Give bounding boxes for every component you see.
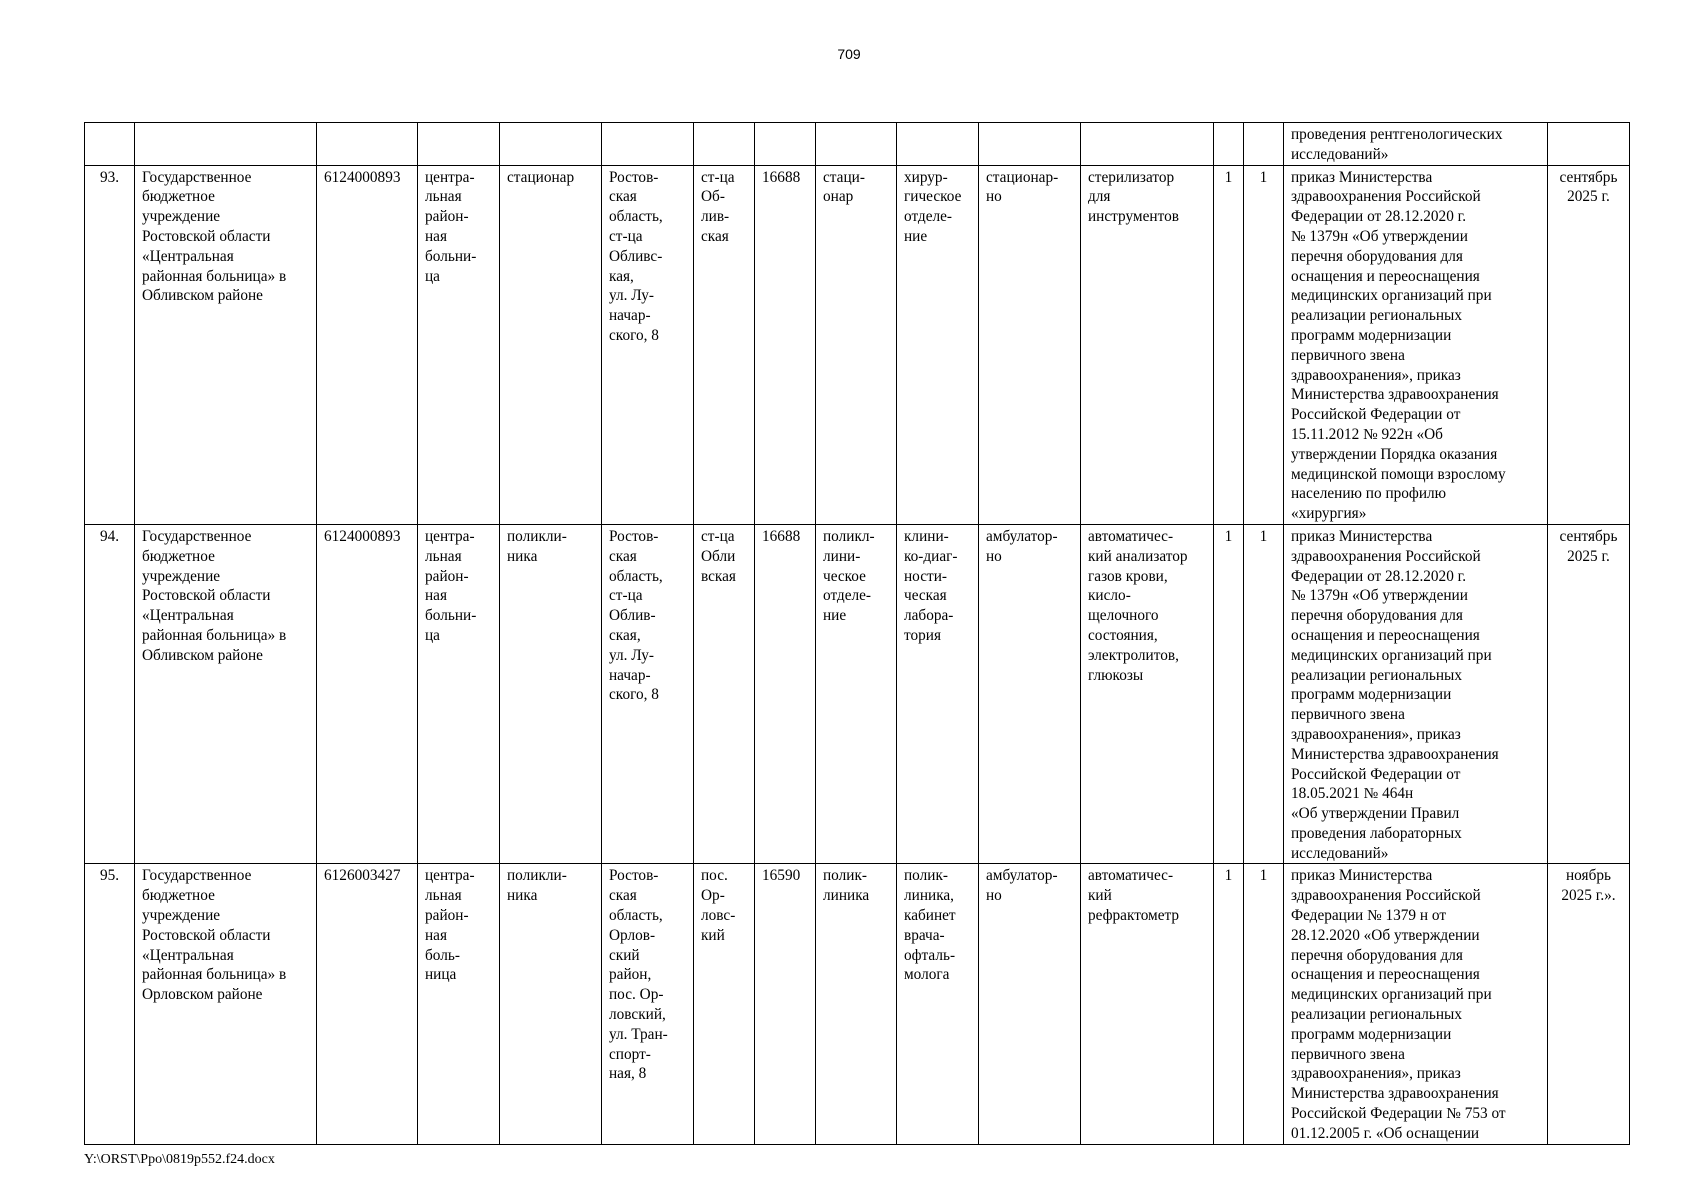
equipment-table [84, 122, 1630, 1145]
cell-locality: ст-ца Обли вская [694, 524, 755, 864]
cell-address [602, 123, 694, 166]
cell-org-type [418, 123, 500, 166]
cell-qty1: 1 [1214, 165, 1244, 524]
cell-equipment: автоматичес- кий рефрактометр [1081, 864, 1214, 1144]
cell-org-type: центра- льная район- ная боль- ница [418, 864, 500, 1144]
footer-file-path: Y:\ORST\Ppo\0819p552.f24.docx [84, 1152, 275, 1167]
cell-division: стаци- онар [816, 165, 897, 524]
cell-locality: пос. Ор- ловс- кий [694, 864, 755, 1144]
cell-division: поликл- лини- ческое отделе- ние [816, 524, 897, 864]
cell-institution: Государственное бюджетное учреждение Ростовской области «Центральная районная больница» в Орловском районе [135, 864, 317, 1144]
cell-date [1548, 123, 1630, 166]
cell-address: Ростов- ская область, ст-ца Облив- ская, ул. Лу- начар- ского, 8 [602, 524, 694, 864]
cell-document: приказ Министерства здравоохранения Российской Федерации от 28.12.2020 г. № 1379н «Об утверждении перечня оборудования для оснащения и переоснащения медицинских организаций при реализации региональных программ модернизации первичного звена здравоохранения», приказ Министерства здравоохранения Российской Федерации от 18.05.2021 № 464н «Об утверждении Правил проведения лабораторных исследований» [1284, 524, 1548, 864]
cell-org-type: центра- льная район- ная больни- ца [418, 524, 500, 864]
cell-qty2: 1 [1244, 524, 1284, 864]
cell-qty1: 1 [1214, 864, 1244, 1144]
cell-equipment: стерилизатор для инструментов [1081, 165, 1214, 524]
cell-division: полик- линика [816, 864, 897, 1144]
cell-mode: стационар- но [979, 165, 1081, 524]
cell-code [755, 123, 816, 166]
cell-inn: 6126003427 [317, 864, 418, 1144]
table-row [85, 864, 1630, 1144]
cell-document: приказ Министерства здравоохранения Российской Федерации от 28.12.2020 г. № 1379н «Об утверждении перечня оборудования для оснащения и переоснащения медицинских организаций при реализации региональных программ модернизации первичного звена здравоохранения», приказ Министерства здравоохранения Российской Федерации от 15.11.2012 № 922н «Об утверждении Порядка оказания медицинской помощи взрослому населению по профилю «хирургия» [1284, 165, 1548, 524]
cell-locality: ст-ца Об- лив- ская [694, 165, 755, 524]
cell-date: сентябрь 2025 г. [1548, 524, 1630, 864]
cell-code: 16590 [755, 864, 816, 1144]
cell-unit-type [500, 123, 602, 166]
cell-num: 94. [85, 524, 135, 864]
continuation-row [85, 123, 1630, 166]
cell-inn: 6124000893 [317, 165, 418, 524]
cell-equipment: автоматичес- кий анализатор газов крови, кисло- щелочного состояния, электролитов, глюкозы [1081, 524, 1214, 864]
cell-department: клини- ко-диаг- ности- ческая лабора- тория [897, 524, 979, 864]
cell-unit-type: стационар [500, 165, 602, 524]
cell-institution: Государственное бюджетное учреждение Ростовской области «Центральная районная больница» в Обливском районе [135, 165, 317, 524]
cell-locality [694, 123, 755, 166]
cell-document: проведения рентгенологических исследований» [1284, 123, 1548, 166]
cell-qty1: 1 [1214, 524, 1244, 864]
cell-division [816, 123, 897, 166]
cell-date: сентябрь 2025 г. [1548, 165, 1630, 524]
cell-inn [317, 123, 418, 166]
cell-address: Ростов- ская область, Орлов- ский район, пос. Ор- ловский, ул. Тран- спорт- ная, 8 [602, 864, 694, 1144]
cell-department [897, 123, 979, 166]
cell-unit-type: поликли- ника [500, 524, 602, 864]
cell-code: 16688 [755, 165, 816, 524]
cell-qty1 [1214, 123, 1244, 166]
cell-institution: Государственное бюджетное учреждение Ростовской области «Центральная районная больница» в Обливском районе [135, 524, 317, 864]
table-row [85, 165, 1630, 524]
cell-department: полик- линика, кабинет врача- офталь- молога [897, 864, 979, 1144]
cell-qty2: 1 [1244, 165, 1284, 524]
cell-institution [135, 123, 317, 166]
cell-qty2 [1244, 123, 1284, 166]
cell-unit-type: поликли- ника [500, 864, 602, 1144]
cell-num: 93. [85, 165, 135, 524]
cell-date: ноябрь 2025 г.». [1548, 864, 1630, 1144]
cell-mode: амбулатор- но [979, 524, 1081, 864]
page-number: 709 [837, 46, 861, 62]
cell-qty2: 1 [1244, 864, 1284, 1144]
cell-code: 16688 [755, 524, 816, 864]
cell-mode [979, 123, 1081, 166]
cell-address: Ростов- ская область, ст-ца Обливс- кая, ул. Лу- начар- ского, 8 [602, 165, 694, 524]
cell-num: 95. [85, 864, 135, 1144]
cell-mode: амбулатор- но [979, 864, 1081, 1144]
cell-num [85, 123, 135, 166]
cell-document: приказ Министерства здравоохранения Российской Федерации № 1379 н от 28.12.2020 «Об утверждении перечня оборудования для оснащения и переоснащения медицинских организаций при реализации региональных программ модернизации первичного звена здравоохранения», приказ Министерства здравоохранения Российской Федерации № 753 от 01.12.2005 г. «Об оснащении [1284, 864, 1548, 1144]
cell-department: хирур- гическое отделе- ние [897, 165, 979, 524]
table-row [85, 524, 1630, 864]
cell-inn: 6124000893 [317, 524, 418, 864]
cell-org-type: центра- льная район- ная больни- ца [418, 165, 500, 524]
cell-equipment [1081, 123, 1214, 166]
